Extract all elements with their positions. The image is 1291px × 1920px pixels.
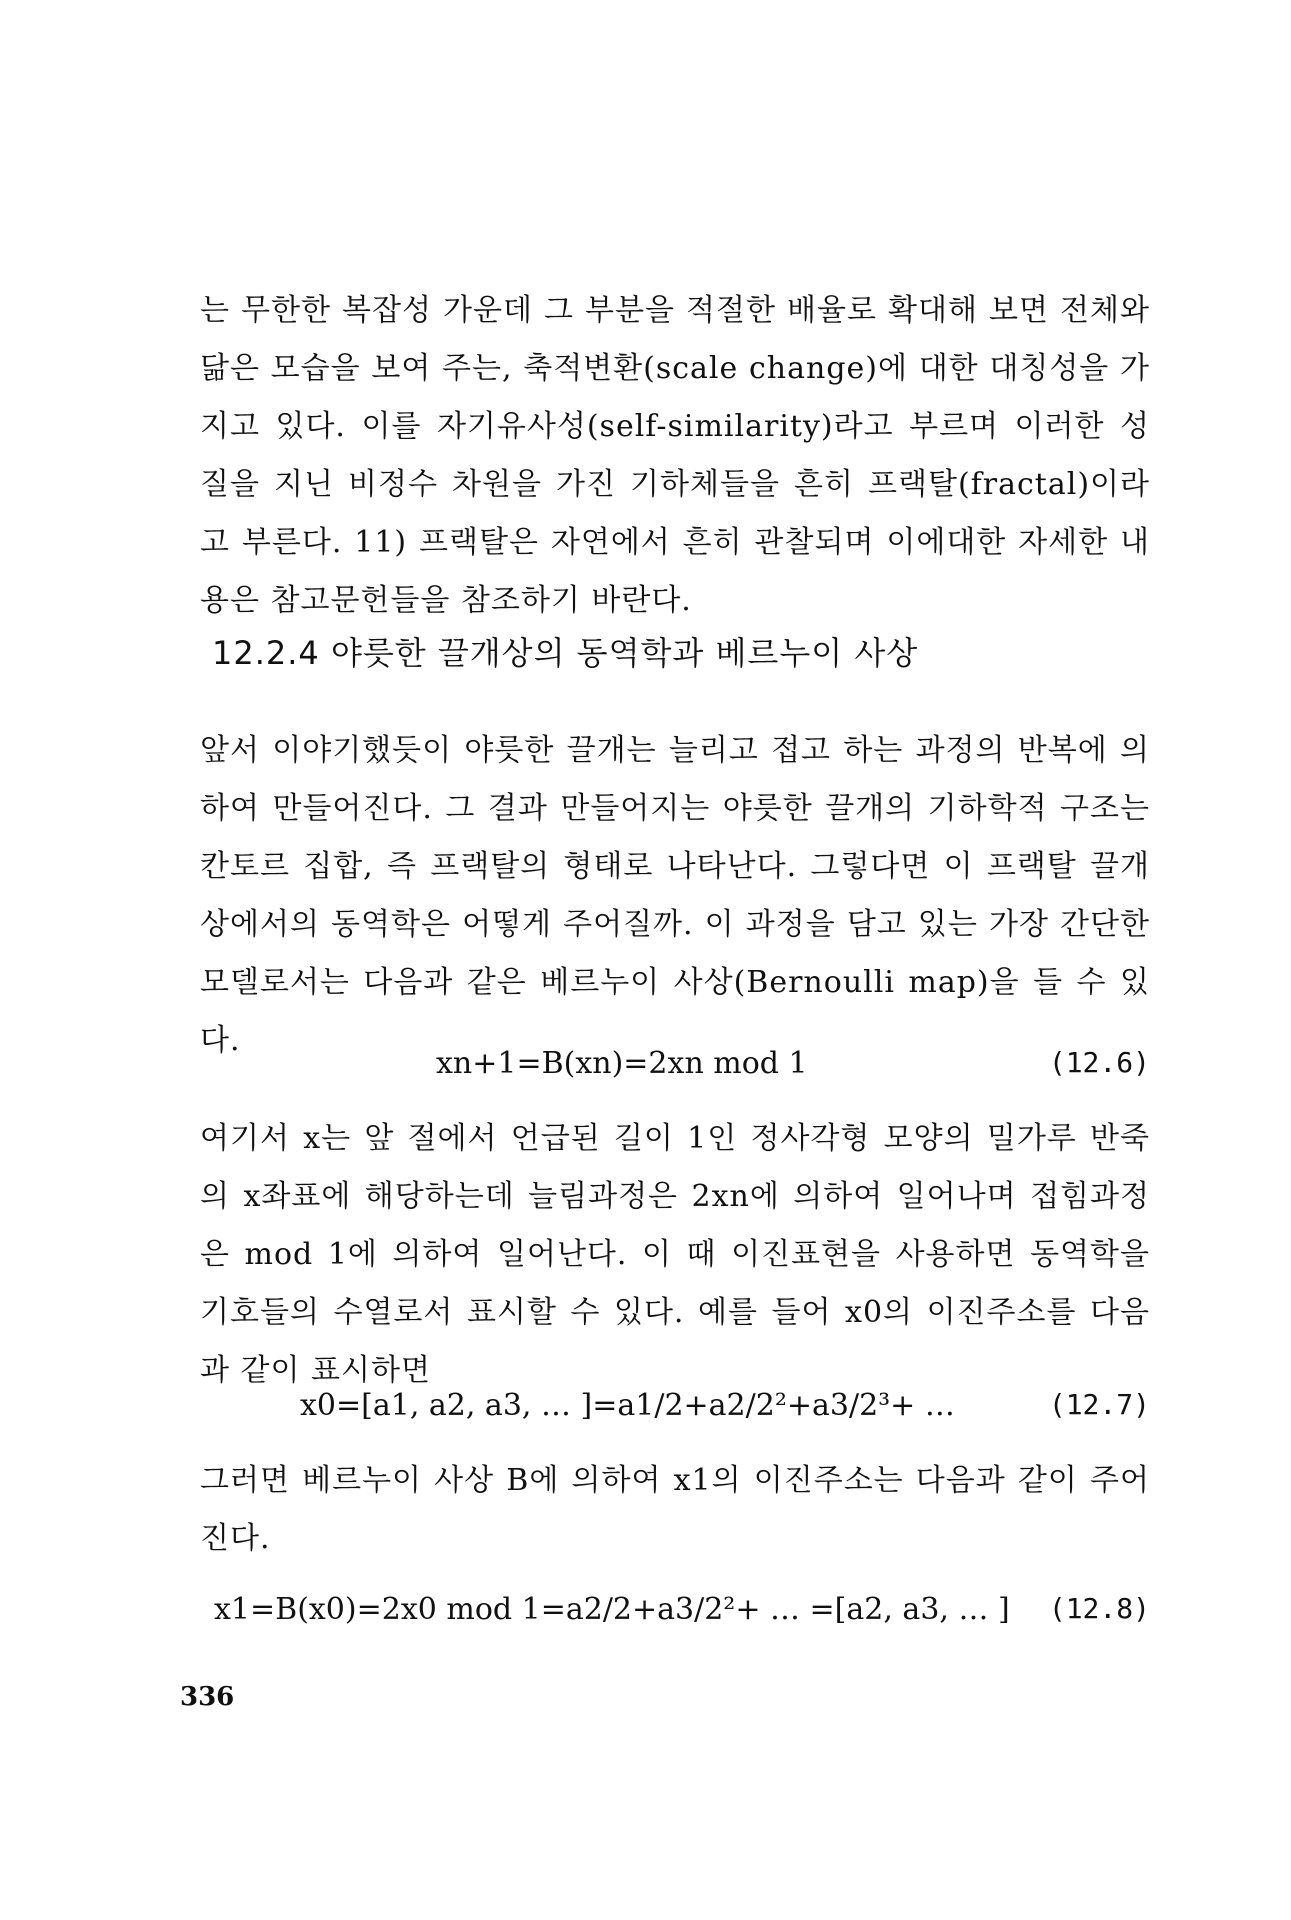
paragraph-binary-address: 그러면 베르누이 사상 B에 의하여 x1의 이진주소는 다음과 같이 주어진다. <box>200 1463 1150 1556</box>
page-number: 336 <box>180 1682 235 1712</box>
equation-body: x1=B(x0)=2x0 mod 1=a2/2+a3/2²+ … =[a2, a3, … ] <box>214 1592 1010 1627</box>
section-title: 야릇한 끌개상의 동역학과 베르누이 사상 <box>330 634 919 672</box>
equation-12-7 <box>200 1388 1150 1438</box>
equation-body: x0=[a1, a2, a3, … ]=a1/2+a2/2²+a3/2³+ … <box>300 1388 955 1423</box>
equation-number: (12.6) <box>1048 1046 1150 1079</box>
paragraph-dough-explanation: 여기서 x는 앞 절에서 언급된 길이 1인 정사각형 모양의 밀가루 반죽의 x좌표에 해당하는데 늘림과정은 2xn에 의하여 일어나며 접힘과정은 mod 1에 의하여 일어난다. 이 때 이진표현을 사용하면 동역학을 기호들의 수열로서 표시할 수 있다. 예를 들어 x0의 이진주소를 다음과 같이 표시하면 <box>200 1121 1150 1388</box>
equation-12-6 <box>200 1046 1150 1096</box>
paragraph-bernoulli-intro: 앞서 이야기했듯이 야릇한 끌개는 늘리고 접고 하는 과정의 반복에 의하여 만들어진다. 그 결과 만들어지는 야릇한 끌개의 기하학적 구조는 칸토르 집합, 즉 프랙탈의 형태로 나타난다. 그렇다면 이 프랙탈 끌개상에서의 동역학은 어떻게 주어질까. 이 과정을 담고 있는 가장 간단한 모델로서는 다음과 같은 베르누이 사상(Bernoulli map)을 들 수 있다. <box>200 733 1150 1058</box>
equation-12-8 <box>200 1592 1150 1642</box>
paragraph-fractal-definition: 는 무한한 복잡성 가운데 그 부분을 적절한 배율로 확대해 보면 전체와 닮은 모습을 보여 주는, 축적변환(scale change)에 대한 대칭성을 가지고 있다. 이를 자기유사성(self-similarity)라고 부르며 이러한 성질을 지닌 비정수 차원을 가진 기하체들을 흔히 프랙탈(fractal)이라고 부른다. 11) 프랙탈은 자연에서 흔히 관찰되며 이에대한 자세한 내용은 참고문헌들을 참조하기 바란다. <box>200 293 1150 618</box>
equation-body: xn+1=B(xn)=2xn mod 1 <box>436 1046 808 1081</box>
section-heading <box>212 628 918 674</box>
equation-number: (12.7) <box>1048 1388 1150 1421</box>
section-number: 12.2.4 <box>212 634 320 672</box>
equation-number: (12.8) <box>1048 1592 1150 1625</box>
